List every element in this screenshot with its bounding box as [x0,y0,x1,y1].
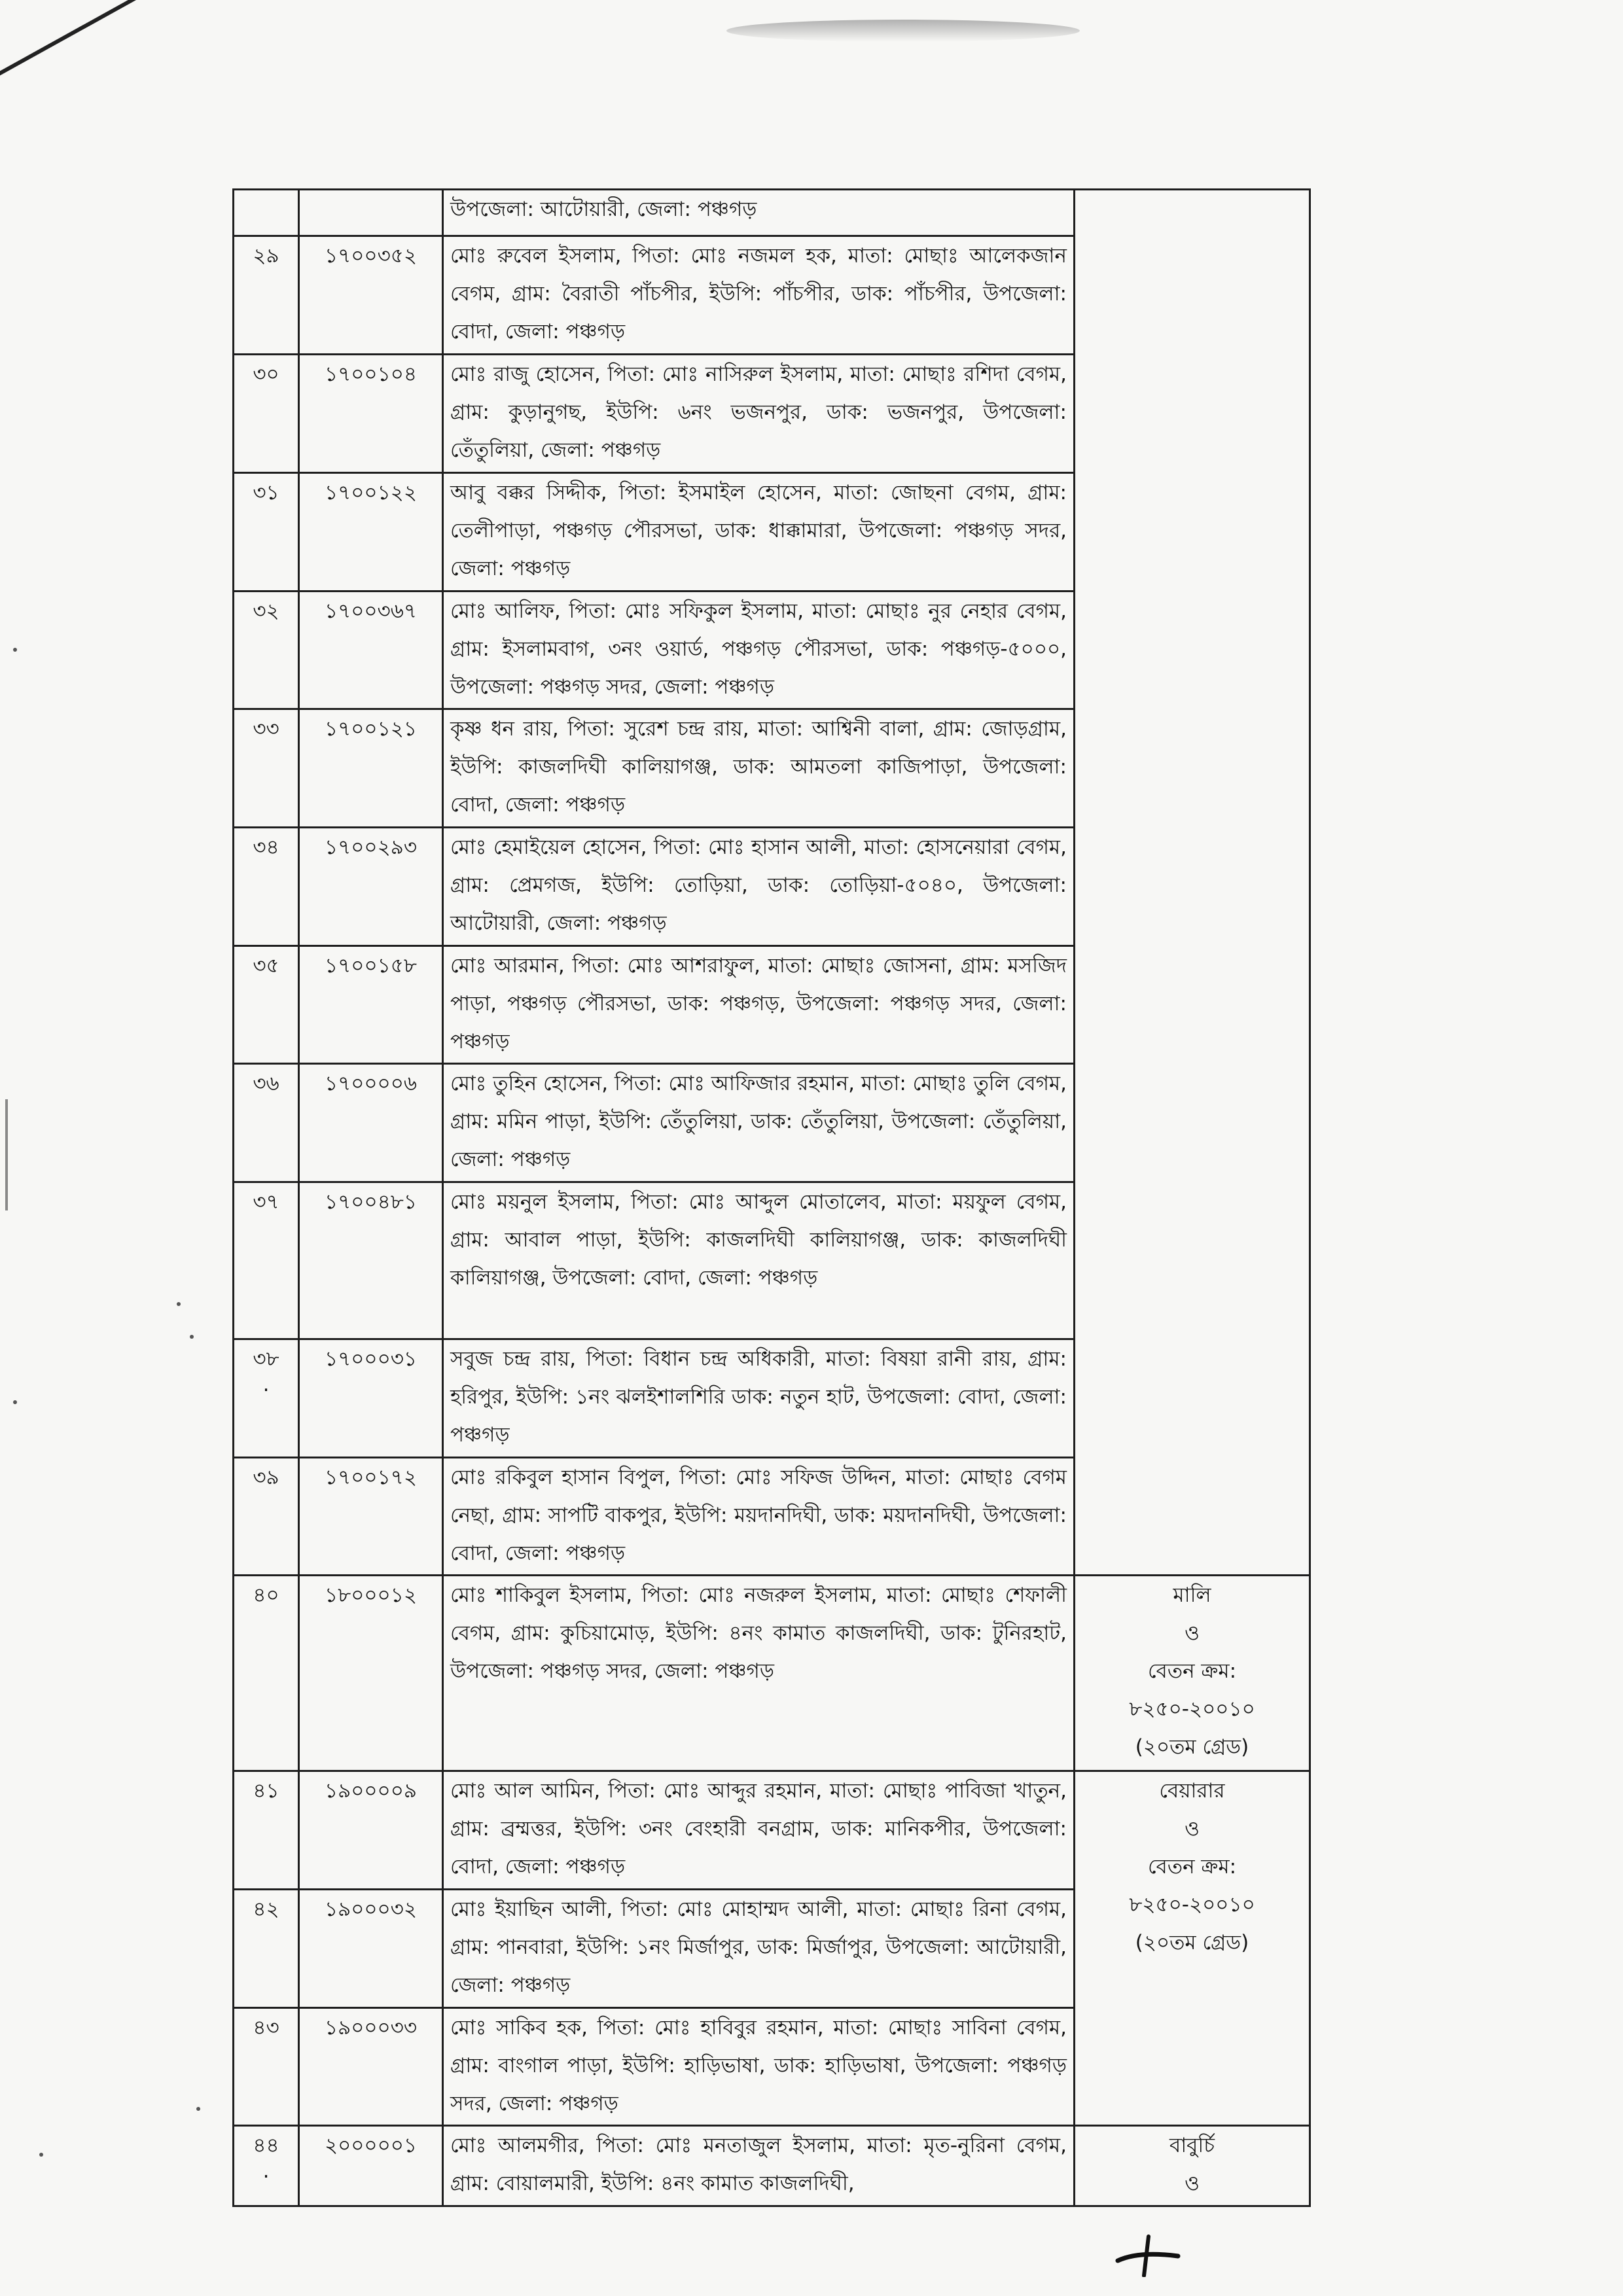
roll-cell: ১৭০০১২১ [299,709,443,828]
roll-cell: ২০০০০০১ [299,2126,443,2206]
roll-cell: ১৭০০১৫৮ [299,945,443,1064]
detail-cell: মোঃ তুহিন হোসেন, পিতা: মোঃ আফিজার রহমান, মাতা: মোছাঃ তুলি বেগম, গ্রাম: মমিন পাড়া, ইউপি: তেঁতুলিয়া, ডাক: তেঁতুলিয়া, উপজেলা: তেঁতুলিয়া, জেলা: পঞ্চগড় [443,1064,1075,1182]
detail-cell: মোঃ আল আমিন, পিতা: মোঃ আব্দুর রহমান, মাতা: মোছাঃ পাবিজা খাতুন, গ্রাম: ব্রম্মত্তর, ইউপি: ৩নং বেংহারী বনগ্রাম, ডাক: মানিকপীর, উপজেলা: বোদা, জেলা: পঞ্চগড় [443,1771,1075,1890]
scan-speck [13,648,17,652]
serial-cell: ৩৬ [234,1064,299,1182]
scan-speck [190,1335,194,1339]
post-title: বাবুর্চি [1169,2134,1215,2158]
roll-cell: ১৭০০৩৫২ [299,236,443,355]
detail-cell: মোঃ হেমাইয়েল হোসেন, পিতা: মোঃ হাসান আলী, মাতা: হোসনেয়ারা বেগম, গ্রাম: প্রেমগজ, ইউপি: তোড়িয়া, ডাক: তোড়িয়া-৫০৪০, উপজেলা: আটোয়ারী, জেলা: পঞ্চগড় [443,827,1075,945]
scan-speck [196,2107,200,2111]
serial-cell: ৩৩ [234,709,299,828]
serial-cell: ৩০ [234,355,299,473]
post-title: বেয়ারার [1159,1779,1225,1803]
serial-cell [234,190,299,236]
detail-cell: মোঃ ময়নুল ইসলাম, পিতা: মোঃ আব্দুল মোতালেব, মাতা: ময়ফুল বেগম, গ্রাম: আবাল পাড়া, ইউপি: কাজলদিঘী কালিয়াগঞ্জ, ডাক: কাজলদিঘী কালিয়াগঞ্জ, উপজেলা: বোদা, জেলা: পঞ্চগড় [443,1182,1075,1339]
pay-grade: (২০তম গ্রেড) [1135,1931,1249,1955]
post-cell [1075,190,1310,1576]
detail-cell: সবুজ চন্দ্র রায়, পিতা: বিধান চন্দ্র অধিকারী, মাতা: বিষয়া রানী রায়, গ্রাম: হরিপুর, ইউপি: ১নং ঝলইশালশিরি ডাক: নতুন হাট, উপজেলা: বোদা, জেলা: পঞ্চগড় [443,1339,1075,1457]
serial-cell: ৩২ [234,591,299,709]
detail-cell: মোঃ আলিফ, পিতা: মোঃ সফিকুল ইসলাম, মাতা: মোছাঃ নুর নেহার বেগম, গ্রাম: ইসলামবাগ, ৩নং ওয়ার্ড, পঞ্চগড় পৌরসভা, ডাক: পঞ্চগড়-৫০০০, উপজেলা: পঞ্চগড় সদর, জেলা: পঞ্চগড় [443,591,1075,709]
post-baburchi-cell [1075,2126,1310,2206]
detail-cell: মোঃ ইয়াছিন আলী, পিতা: মোঃ মোহাম্মদ আলী, মাতা: মোছাঃ রিনা বেগম, গ্রাম: পানবারা, ইউপি: ১নং মির্জাপুর, ডাক: মির্জাপুর, উপজেলা: আটোয়ারী, জেলা: পঞ্চগড় [443,1890,1075,2008]
roll-cell: ১৭০০১২২ [299,472,443,591]
pay-scale-label: বেতন ক্রম: [1147,1659,1237,1684]
table-row [234,190,1310,236]
roll-cell [299,190,443,236]
serial-cell: ৩৫ [234,945,299,1064]
serial-cell: ৪২ [234,1890,299,2008]
roll-cell: ১৯০০০০৯ [299,1771,443,1890]
roll-cell: ১৭০০৩৬৭ [299,591,443,709]
scan-speck [39,2153,43,2157]
serial-number: ৪৪ [253,2134,279,2158]
serial-cell: ৩৪ [234,827,299,945]
scan-speck [13,1400,17,1404]
corner-fold-mark [0,0,143,82]
scan-speck [177,1302,181,1306]
roll-cell: ১৭০০৪৮১ [299,1182,443,1339]
post-mali-cell [1075,1576,1310,1771]
scan-shadow [726,20,1080,42]
detail-cell: মোঃ সাকিব হক, পিতা: মোঃ হাবিবুর রহমান, মাতা: মোছাঃ সাবিনা বেগম, গ্রাম: বাংগাল পাড়া, ইউপি: হাড়িভাষা, ডাক: হাড়িভাষা, উপজেলা: পঞ্চগড় সদর, জেলা: পঞ্চগড় [443,2007,1075,2126]
detail-cell: মোঃ রুবেল ইসলাম, পিতা: মোঃ নজমল হক, মাতা: মোছাঃ আলেকজান বেগম, গ্রাম: বৈরাতী পাঁচপীর, ইউপি: পাঁচপীর, ডাক: পাঁচপীর, উপজেলা: বোদা, জেলা: পঞ্চগড় [443,236,1075,355]
table-row [234,1576,1310,1771]
candidate-table [232,188,1311,2207]
handwritten-page-mark [1113,2231,1185,2277]
roll-cell: ১৭০০১৭২ [299,1457,443,1576]
detail-cell: আবু বক্কর সিদ্দীক, পিতা: ইসমাইল হোসেন, মাতা: জোছনা বেগম, গ্রাম: তেলীপাড়া, পঞ্চগড় পৌরসভা, ডাক: ধাক্কামারা, উপজেলা: পঞ্চগড় সদর, জেলা: পঞ্চগড় [443,472,1075,591]
roll-cell: ১৭০০০০৬ [299,1064,443,1182]
pay-grade: (২০তম গ্রেড) [1135,1735,1249,1759]
post-title: মালি [1173,1583,1211,1608]
post-conjunction: ও [1185,1621,1200,1646]
detail-cell: মোঃ রাজু হোসেন, পিতা: মোঃ নাসিরুল ইসলাম, মাতা: মোছাঃ রশিদা বেগম, গ্রাম: কুড়ানুগছ, ইউপি: ৬নং ভজনপুর, ডাক: ভজনপুর, উপজেলা: তেঁতুলিয়া, জেলা: পঞ্চগড় [443,355,1075,473]
serial-cell: ৪৩ [234,2007,299,2126]
serial-cell: ৪০ [234,1576,299,1771]
serial-cell: ৩১ [234,472,299,591]
pay-scale-range: ৮২৫০-২০০১০ [1129,1697,1255,1722]
serial-cell: ৪১ [234,1771,299,1890]
margin-mark [5,1099,8,1210]
stray-dot: . [262,2159,270,2183]
post-bearer-cell [1075,1771,1310,2126]
detail-cell: মোঃ আরমান, পিতা: মোঃ আশরাফুল, মাতা: মোছাঃ জোসনা, গ্রাম: মসজিদ পাড়া, পঞ্চগড় পৌরসভা, ডাক: পঞ্চগড়, উপজেলা: পঞ্চগড় সদর, জেলা: পঞ্চগড় [443,945,1075,1064]
serial-cell: ৩৯ [234,1457,299,1576]
detail-cell: উপজেলা: আটোয়ারী, জেলা: পঞ্চগড় [443,190,1075,236]
serial-number: ৩৮ [253,1347,279,1371]
pay-scale-label: বেতন ক্রম: [1147,1855,1237,1879]
table-row [234,2126,1310,2206]
detail-cell: মোঃ শাকিবুল ইসলাম, পিতা: মোঃ নজরুল ইসলাম, মাতা: মোছাঃ শেফালী বেগম, গ্রাম: কুচিয়ামোড়, ইউপি: ৪নং কামাত কাজলদিঘী, ডাক: টুনিরহাট, উপজেলা: পঞ্চগড় সদর, জেলা: পঞ্চগড় [443,1576,1075,1771]
detail-cell: কৃষ্ণ ধন রায়, পিতা: সুরেশ চন্দ্র রায়, মাতা: আশ্বিনী বালা, গ্রাম: জোড়গ্রাম, ইউপি: কাজলদিঘী কালিয়াগঞ্জ, ডাক: আমতলা কাজিপাড়া, উপজেলা: বোদা, জেলা: পঞ্চগড় [443,709,1075,828]
roll-cell: ১৭০০২৯৩ [299,827,443,945]
roll-cell: ১৭০০০৩১ [299,1339,443,1457]
detail-cell: মোঃ রকিবুল হাসান বিপুল, পিতা: মোঃ সফিজ উদ্দিন, মাতা: মোছাঃ বেগম নেছা, গ্রাম: সাপটি বাকপুর, ইউপি: ময়দানদিঘী, ডাক: ময়দানদিঘী, উপজেলা: বোদা, জেলা: পঞ্চগড় [443,1457,1075,1576]
serial-cell: ৩৭ [234,1182,299,1339]
post-conjunction: ও [1185,2172,1200,2196]
roll-cell: ১৯০০০৩২ [299,1890,443,2008]
pay-scale-range: ৮২৫০-২০০১০ [1129,1893,1255,1917]
post-conjunction: ও [1185,1817,1200,1841]
serial-cell [234,1339,299,1457]
stray-dot: . [262,1372,270,1396]
serial-cell [234,2126,299,2206]
roll-cell: ১৯০০০৩৩ [299,2007,443,2126]
detail-cell: মোঃ আলমগীর, পিতা: মোঃ মনতাজুল ইসলাম, মাতা: মৃত-নুরিনা বেগম, গ্রাম: বোয়ালমারী, ইউপি: ৪নং কামাত কাজলদিঘী, [443,2126,1075,2206]
roll-cell: ১৭০০১০৪ [299,355,443,473]
table-row [234,1771,1310,1890]
serial-cell: ২৯ [234,236,299,355]
roll-cell: ১৮০০০১২ [299,1576,443,1771]
